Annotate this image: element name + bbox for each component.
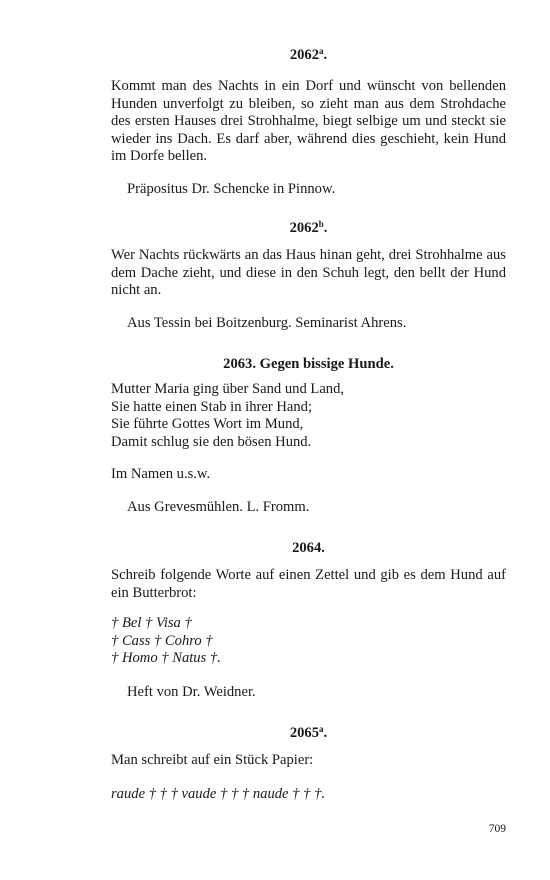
section-heading-2064: 2064.	[292, 540, 325, 556]
charm-line: † Homo † Natus †.	[111, 650, 221, 667]
section-number: 2065	[289, 725, 320, 741]
section-heading-2062a	[111, 47, 506, 64]
verse-line: Damit schlug sie den bösen Hund.	[111, 433, 312, 450]
section-source-2062a: Präpositus Dr. Schencke in Pinnow.	[127, 181, 336, 197]
section-suffix: b	[318, 219, 324, 229]
charm-line: † Cass † Cohro †	[111, 632, 213, 649]
section-dot: .	[323, 725, 328, 741]
section-dot: .	[323, 47, 328, 63]
section-heading-2063: 2063. Gegen bissige Hunde.	[223, 356, 394, 372]
verse-line: Sie führte Gottes Wort im Mund,	[111, 416, 304, 433]
section-heading-2065a	[111, 725, 506, 742]
section-paragraph-2065a: Man schreibt auf ein Stück Papier:	[111, 752, 314, 768]
section-paragraph-2064: Schreib folgende Worte auf einen Zettel und gib es dem Hund auf ein Butterbrot:	[111, 567, 506, 601]
section-source-2062b: Aus Tessin bei Boitzenburg. Seminarist Ahrens.	[127, 315, 407, 331]
verse-line: Mutter Maria ging über Sand und Land,	[111, 381, 345, 397]
section-number: 2062	[289, 220, 319, 236]
section-dot: .	[323, 220, 328, 236]
verse-line: Sie hatte einen Stab in ihrer Hand;	[111, 398, 313, 415]
section-number: 2062	[289, 47, 320, 63]
section-source-2064: Heft von Dr. Weidner.	[127, 684, 256, 700]
charm-line: † Bel † Visa †	[111, 615, 192, 631]
page-number: 709	[488, 823, 506, 835]
section-paragraph-2062a: Kommt man des Nachts in ein Dorf und wünscht von bellenden Hunden unverfolgt zu bleiben, so zieht man aus dem Strohdache des ersten Hauses drei Strohhalme, biegt selbige um und steckt sie wieder ins Dach. Es darf aber, während dies geschieht, kein Hund im Dorfe bellen.	[111, 78, 506, 165]
section-source-2063: Aus Grevesmühlen. L. Fromm.	[127, 499, 310, 515]
verse-closing: Im Namen u.s.w.	[111, 466, 211, 482]
verse	[111, 381, 506, 451]
section-suffix: a	[319, 46, 324, 56]
charm-line-2065a: raude † † † vaude † † † naude † † †.	[111, 786, 326, 802]
section-heading-2062b	[111, 220, 506, 237]
section-paragraph-2062b: Wer Nachts rückwärts an das Haus hinan geht, drei Strohhalme aus dem Dache zieht, und diese in den Schuh legt, den bellt der Hund nicht an.	[111, 247, 506, 299]
section-suffix: a	[319, 724, 324, 734]
charm-lines	[111, 615, 506, 668]
